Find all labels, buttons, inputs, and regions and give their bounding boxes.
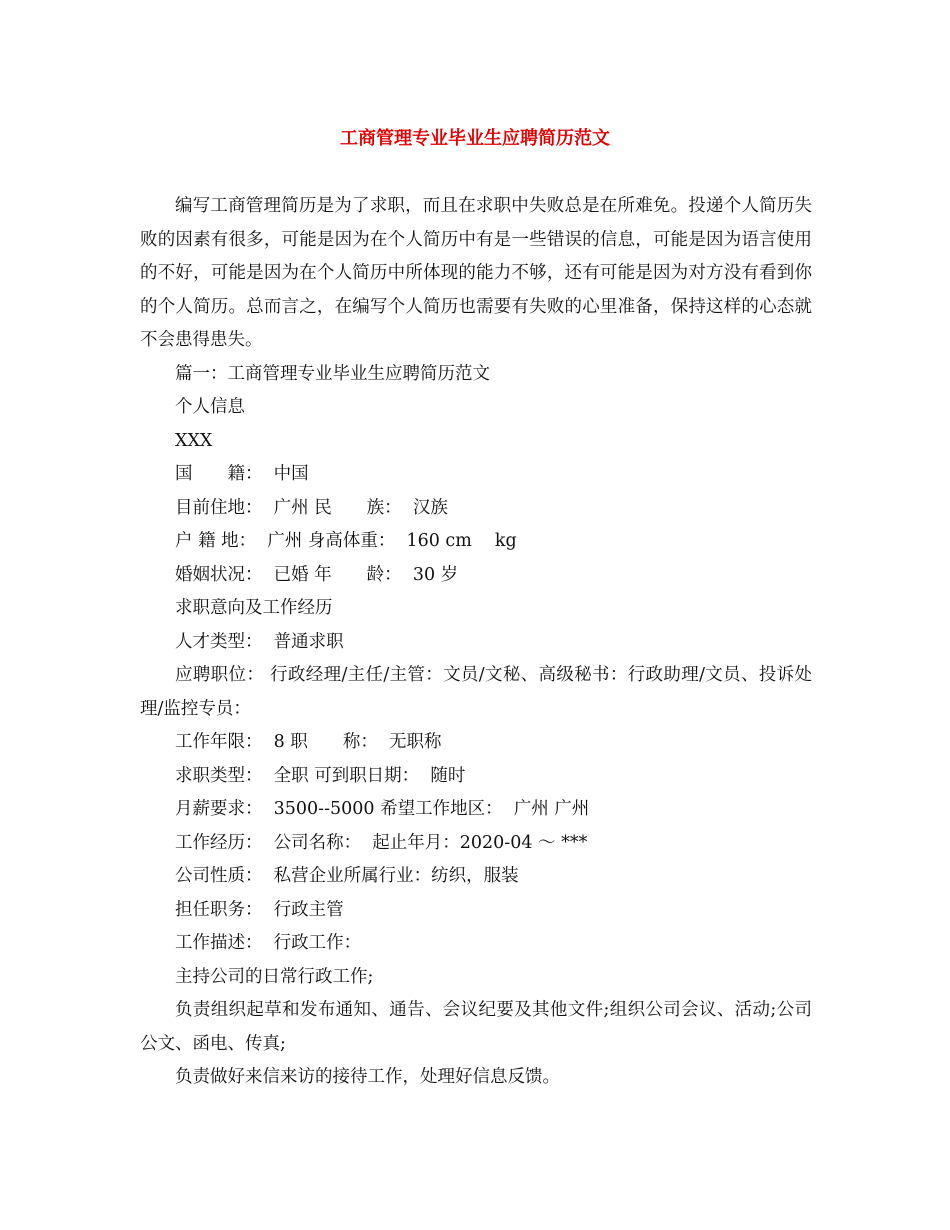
duty-1: 主持公司的日常行政工作; xyxy=(175,966,374,987)
hukou-line: 户 籍 地： 广州 身高体重： 160 cm kg xyxy=(175,531,517,551)
marital-line: 婚姻状况： 已婚 年 龄： 30 岁 xyxy=(175,564,459,585)
years-line: 工作年限： 8 职 称： 无职称 xyxy=(175,732,442,752)
document-body xyxy=(140,190,812,1095)
company-type-line: 公司性质： 私营企业所属行业：纺织，服装 xyxy=(175,866,519,886)
experience-line: 工作经历： 公司名称： 起止年月：2020-04 ～ *** xyxy=(175,832,588,853)
residence-line: 目前住地： 广州 民 族： 汉族 xyxy=(175,497,448,518)
position-line: 应聘职位： 行政经理/主任/主管：文员/文秘、高级秘书：行政助理/文员、投诉处理/监控专员： xyxy=(140,665,812,719)
job-type-line: 求职类型： 全职 可到职日期： 随时 xyxy=(175,765,466,786)
nationality-line: 国 籍： 中国 xyxy=(175,464,309,484)
applicant-name: XXX xyxy=(175,430,213,451)
desc-label-line: 工作描述： 行政工作： xyxy=(175,933,362,953)
duty-2: 负责组织起草和发布通知、通告、会议纪要及其他文件;组织公司会议、活动;公司公文、函电、传真; xyxy=(140,1000,812,1054)
section-heading: 篇一：工商管理专业毕业生应聘简历范文 xyxy=(175,363,490,384)
role-line: 担任职务： 行政主管 xyxy=(175,899,344,920)
salary-line: 月薪要求： 3500--5000 希望工作地区： 广州 广州 xyxy=(175,799,590,819)
duty-3: 负责做好来信来访的接待工作，处理好信息反馈。 xyxy=(175,1067,560,1087)
personal-info-heading: 个人信息 xyxy=(175,397,245,417)
talent-type-line: 人才类型： 普通求职 xyxy=(175,631,344,652)
document-title: 工商管理专业毕业生应聘简历范文 xyxy=(340,128,610,149)
intro-paragraph: 编写工商管理简历是为了求职，而且在求职中失败总是在所难免。投递个人简历失败的因素有很多，可能是因为在个人简历中有是一些错误的信息，可能是因为语言使用的不好，可能是因为在个人简历中所体现的能力不够，还有可能是因为对方没有看到你的个人简历。总而言之，在编写个人简历也需要有失败的心里准备，保持这样的心态就不会患得患失。 xyxy=(140,196,812,350)
job-heading: 求职意向及工作经历 xyxy=(175,598,333,618)
